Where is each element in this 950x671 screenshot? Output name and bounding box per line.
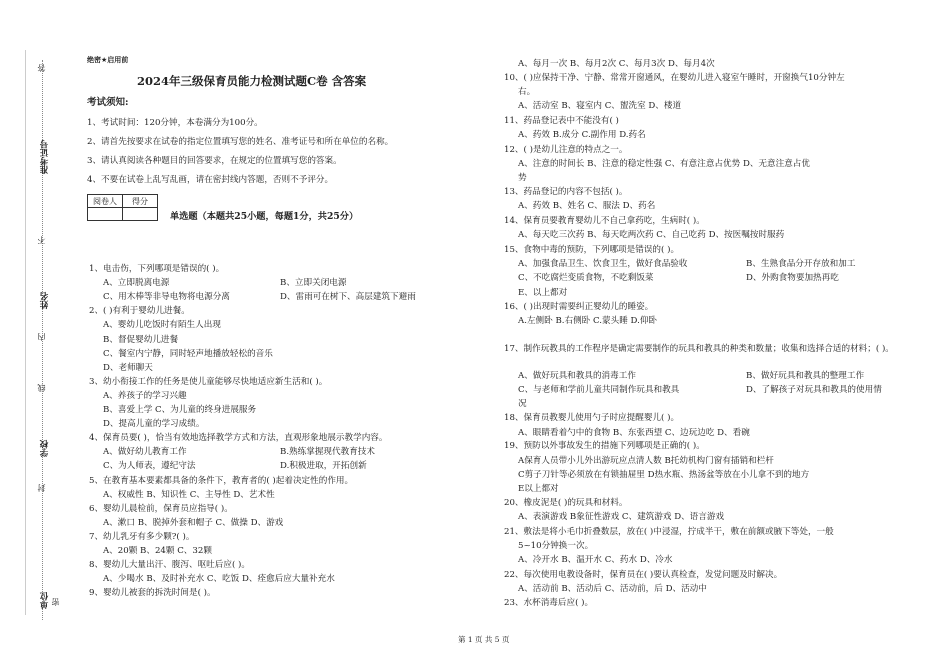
unit-label: 单位 <box>40 592 50 609</box>
question-option: C、用木棒等非导电物将电源分离 <box>103 292 230 303</box>
question-stem: 19、预防以外事故发生的措施下列哪项是正确的( )。 <box>504 441 705 451</box>
question-option: C剪子刀针等必须放在有锁抽屉里 D热水瓶、热汤盆等放在小儿拿不到的地方 <box>518 470 810 480</box>
question-option: A、做好幼儿教育工作 <box>103 447 187 458</box>
question-stem: 1、电击伤，下列哪项是错误的( )。 <box>89 264 225 274</box>
question-option: 右。 <box>518 87 536 97</box>
question-option: D.积极进取，开拓创新 <box>280 461 367 472</box>
question-stem: 21、敷法是将小毛巾折叠数层，放在( )中浸湿，拧成半干，敷在前额或腋下等处，一般 <box>504 527 834 537</box>
question-stem: 16、( )出现时需要纠正婴幼儿的睡姿。 <box>504 302 654 312</box>
question-option: A、表演游戏 B象征性游戏 C、建筑游戏 D、语言游戏 <box>518 512 725 522</box>
question-stem: 7、幼儿乳牙有多少颗?( )。 <box>89 531 195 542</box>
question-option: 5~10分钟换一次。 <box>518 541 594 551</box>
question-stem: 13、药品登记的内容不包括( )。 <box>504 187 628 197</box>
question-option: A、做好玩具和教具的消毒工作 <box>518 371 636 381</box>
question-option: A、权威性 B、知识性 C、主导性 D、艺术性 <box>103 489 275 500</box>
notice-line: 1、考试时间：120分钟，本卷满分为100分。 <box>87 118 263 128</box>
question-option: E以上都对 <box>518 484 559 494</box>
page-footer: 第 1 页 共 5 页 <box>458 635 510 644</box>
seal-char: 不 <box>37 236 46 244</box>
question-option: B.熟练掌握现代教育技术 <box>280 447 375 458</box>
question-option: D、提高儿童的学习成绩。 <box>103 419 205 430</box>
seal-char: 封 <box>37 484 46 492</box>
question-option: D、外购食物要加热再吃 <box>746 273 839 283</box>
score-table <box>87 194 158 221</box>
question-option: C、餐室内宁静，同时轻声地播放轻松的音乐 <box>103 348 273 359</box>
binding-line <box>25 50 26 615</box>
question-stem: 6、婴幼儿晨检前，保育员应指导( )。 <box>89 503 233 514</box>
question-stem: 4、保育员要( )，恰当有效地选择教学方式和方法，直观形象地展示教学内容。 <box>89 433 388 444</box>
question-option: A、药效 B.成分 C.副作用 D.药名 <box>518 130 646 140</box>
question-stem: 10、( )应保持干净、宁静、常常开窗通风，在婴幼儿进入寝室午睡时，开窗换气10分钟左 <box>504 73 845 83</box>
score-cell <box>88 208 123 221</box>
question-stem: 12、( )是幼儿注意的特点之一。 <box>504 145 628 155</box>
question-option: C、不吃腐烂变质食物，不吃剩饭菜 <box>518 273 654 283</box>
secret-mark: 绝密★启用前 <box>87 56 129 64</box>
question-option: A、注意的时间长 B、注意的稳定性强 C、有意注意占优势 D、无意注意占优 <box>518 159 810 169</box>
question-option: A保育人员带小儿外出游玩应点清人数 B托幼机构门窗有插销和栏杆 <box>518 456 774 466</box>
question-option: A、每月一次 B、每月2次 C、每月3次 D、每月4次 <box>518 59 715 69</box>
question-option: A、活动室 B、寝室内 C、盥洗室 D、楼道 <box>518 101 682 111</box>
question-option: B、督促婴幼儿进餐 <box>103 334 179 345</box>
name-label: 姓名 <box>40 292 50 309</box>
question-stem: 2、( )有利于婴幼儿进餐。 <box>89 306 190 317</box>
question-option: A、少喝水 B、及时补充水 C、吃饭 D、痊愈后应大量补充水 <box>103 574 335 585</box>
question-stem: 15、食物中毒的预防，下列哪项是错误的( )。 <box>504 245 680 255</box>
question-option: D、了解孩子对玩具和教具的使用情 <box>746 385 882 395</box>
question-option: A、婴幼儿吃饭时有陌生人出现 <box>103 320 221 331</box>
question-option: A、漱口 B、脱掉外套和帽子 C、做操 D、游戏 <box>103 517 284 528</box>
question-option: B、立即关闭电源 <box>280 278 347 289</box>
question-option: A、养孩子的学习兴趣 <box>103 390 187 401</box>
notice-line: 3、请认真阅读各种题目的回答要求，在规定的位置填写您的答案。 <box>87 156 342 166</box>
notice-line: 2、请首先按要求在试卷的指定位置填写您的姓名、准考证号和所在单位的名称。 <box>87 137 394 147</box>
question-option: C、为人师表，遵纪守法 <box>103 461 196 472</box>
seal-char: 答 <box>37 64 46 72</box>
school-label: 学校 <box>40 440 50 457</box>
question-option: B、生熟食品分开存放和加工 <box>746 259 856 269</box>
question-stem: 17、制作玩教具的工作程序是确定需要制作的玩具和教具的种类和数量；收集和选择合适的材料；( )。 <box>504 344 894 354</box>
score-table-header: 阅卷人 <box>88 195 123 208</box>
question-option: E、以上都对 <box>518 288 568 298</box>
question-option: 势 <box>518 173 527 183</box>
score-cell <box>123 208 158 221</box>
question-option: A、每天吃三次药 B、每天吃两次药 C、自己吃药 D、按医嘱按时服药 <box>518 230 785 240</box>
question-stem: 9、婴幼儿被套的拆洗时间是( )。 <box>89 588 216 599</box>
question-stem: 14、保育员要教育婴幼儿不自己拿药吃，生病时( )。 <box>504 216 705 226</box>
question-stem: 20、橡皮泥是( )的玩具和材料。 <box>504 498 628 508</box>
question-option: D、雷雨可在树下、高层建筑下避雨 <box>280 292 416 303</box>
question-option: B、做好玩具和教具的整理工作 <box>746 371 865 381</box>
seal-char: 内 <box>37 333 46 341</box>
question-stem: 11、药品登记表中不能没有( ) <box>504 116 619 126</box>
question-stem: 3、幼小衔接工作的任务是使儿童能够尽快地适应新生活和( )。 <box>89 376 328 387</box>
question-option: A、加强食品卫生、饮食卫生，做好食品验收 <box>518 259 688 269</box>
question-option: C、与老师和学前儿童共同制作玩具和教具 <box>518 385 680 395</box>
score-table-header: 得分 <box>123 195 158 208</box>
question-option: A、冷开水 B、温开水 C、药水 D、冷水 <box>518 555 673 565</box>
question-option: A.左侧卧 B.右侧卧 C.蒙头睡 D.仰卧 <box>518 316 658 326</box>
question-option: A、药效 B、姓名 C、服法 D、药名 <box>518 201 656 211</box>
question-option: A、眼睛看着勺中的食物 B、东张西望 C、边玩边吃 D、看碗 <box>518 428 750 438</box>
question-option: A、活动前 B、活动后 C、活动前，后 D、活动中 <box>518 584 707 594</box>
page-title: 2024年三级保育员能力检测试题C卷 含答案 <box>137 74 367 88</box>
question-stem: 5、在教育基本要素都具备的条件下，教育者的( )起着决定性的作用。 <box>89 475 354 486</box>
notice-line: 4、不要在试卷上乱写乱画，请在密封线内答题，否则不予评分。 <box>87 175 334 185</box>
notice-title: 考试须知: <box>87 97 129 108</box>
question-option: B、喜爱上学 C、为儿童的终身进展服务 <box>103 405 257 415</box>
question-stem: 22、每次使用电教设备时，保育员在( )要认真检查，发觉问题及时解决。 <box>504 570 783 580</box>
question-stem: 18、保育员教婴儿使用勺子时应提醒婴儿( )。 <box>504 413 680 423</box>
question-stem: 8、婴幼儿大量出汗、腹泻、呕吐后应( )。 <box>89 560 250 571</box>
seal-char: 密 <box>51 598 60 606</box>
question-stem: 23、水杯消毒后应( )。 <box>504 598 594 608</box>
question-option: 况 <box>518 399 527 409</box>
exam-number-label: 准考证号 <box>40 140 50 174</box>
seal-char: 线 <box>37 384 46 392</box>
question-option: A、20颗 B、24颗 C、32颗 <box>103 546 212 556</box>
section-title: 单选题（本题共25小题，每题1分，共25分） <box>170 211 359 222</box>
question-option: D、老师聊天 <box>103 362 153 373</box>
question-option: A、立即脱离电源 <box>103 278 170 289</box>
